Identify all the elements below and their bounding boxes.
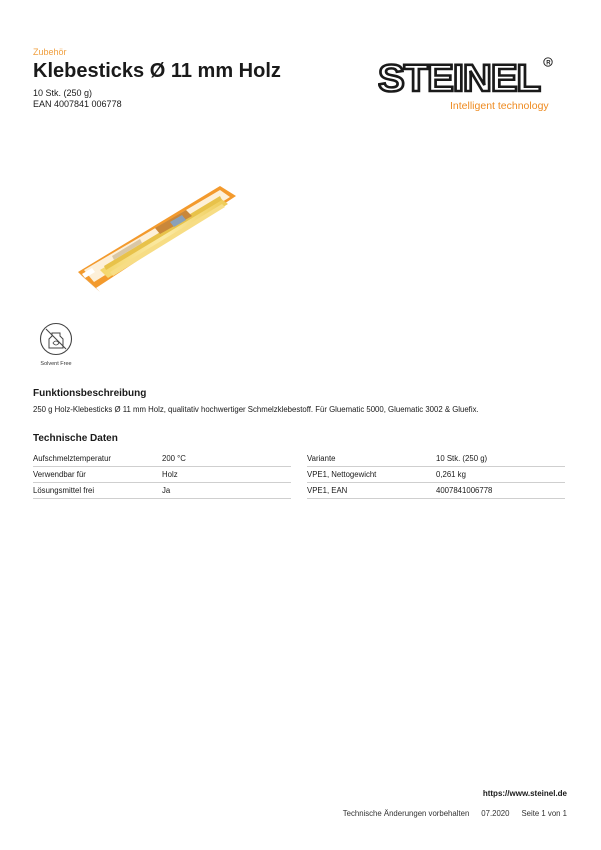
spec-key: VPE1, Nettogewicht bbox=[307, 467, 436, 483]
spec-value: 200 °C bbox=[162, 451, 291, 467]
specs-heading: Technische Daten bbox=[33, 433, 118, 444]
spec-key: Verwendbar für bbox=[33, 467, 162, 483]
description-text: 250 g Holz-Klebesticks Ø 11 mm Holz, qualitativ hochwertiger Schmelzklebestoff. Für Gluematic 5000, Gluematic 3002 & Gluefix. bbox=[33, 405, 479, 414]
spec-value: Ja bbox=[162, 483, 291, 499]
product-image bbox=[70, 170, 250, 310]
table-row bbox=[307, 451, 565, 467]
website-link[interactable]: https://www.steinel.de bbox=[482, 789, 567, 798]
spec-value: 0,261 kg bbox=[436, 467, 565, 483]
spec-key: Variante bbox=[307, 451, 436, 467]
table-row bbox=[33, 483, 291, 499]
ean-text: EAN 4007841 006778 bbox=[33, 99, 122, 109]
spec-value: Holz bbox=[162, 467, 291, 483]
quantity-text: 10 Stk. (250 g) bbox=[33, 88, 93, 98]
page-number: Seite 1 von 1 bbox=[521, 809, 567, 818]
solvent-free-icon bbox=[38, 321, 74, 357]
tagline: Intelligent technology bbox=[450, 100, 549, 112]
disclaimer-text: Technische Änderungen vorbehalten bbox=[342, 809, 470, 818]
spec-value: 10 Stk. (250 g) bbox=[436, 451, 565, 467]
table-row bbox=[33, 451, 291, 467]
table-row bbox=[33, 467, 291, 483]
svg-text:R: R bbox=[546, 60, 551, 67]
page-title: Klebesticks Ø 11 mm Holz bbox=[33, 60, 281, 82]
glue-sticks bbox=[100, 198, 228, 278]
date-text: 07.2020 bbox=[481, 809, 510, 818]
specs-table-left bbox=[33, 451, 291, 499]
description-heading: Funktionsbeschreibung bbox=[33, 388, 147, 399]
spec-key: VPE1, EAN bbox=[307, 483, 436, 499]
category-label: Zubehör bbox=[33, 47, 67, 57]
logo-wordmark: STEINEL bbox=[378, 58, 541, 100]
spec-key: Lösungsmittel frei bbox=[33, 483, 162, 499]
table-row bbox=[307, 483, 565, 499]
spec-key: Aufschmelztemperatur bbox=[33, 451, 162, 467]
table-row bbox=[307, 467, 565, 483]
spec-value: 4007841006778 bbox=[436, 483, 565, 499]
solvent-free-label: Solvent Free bbox=[40, 361, 72, 367]
footer-note bbox=[343, 809, 567, 818]
specs-table-right bbox=[307, 451, 565, 499]
